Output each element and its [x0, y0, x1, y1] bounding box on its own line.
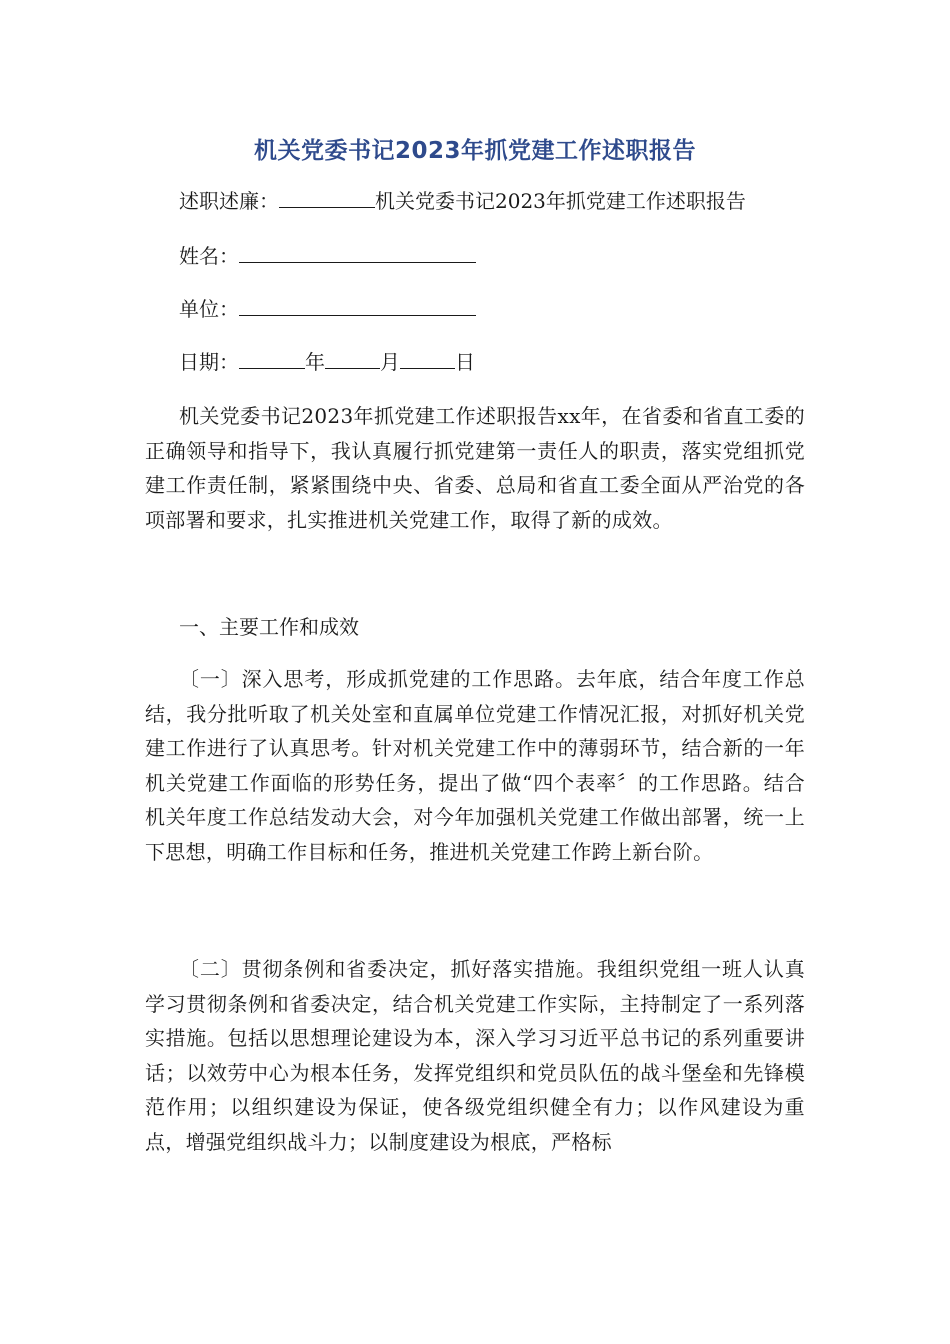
intro-paragraph: 机关党委书记2023年抓党建工作述职报告xx年，在省委和省直工委的正确领导和指导下，我认真履行抓党建第一责任人的职责，落实党组抓党建工作责任制，紧紧围绕中央、省委、总局和省直工委全面从严治党的各项部署和要求，扎实推进机关党建工作，取得了新的成效。 — [145, 404, 805, 532]
section-1-heading: 一、主要工作和成效 — [179, 615, 359, 639]
name-blank — [239, 244, 476, 263]
date-year-label: 年 — [305, 350, 325, 374]
document-title: 机关党委书记2023年抓党建工作述职报告 — [253, 138, 696, 164]
section-1-paragraph-2: 〔二〕贯彻条例和省委决定，抓好落实措施。我组织党组一班人认真学习贯彻条例和省委决定，结合机关党建工作实际，主持制定了一系列落实措施。包括以思想理论建设为本，深入学习习近平总书记的系列重要讲话；以效劳中心为根本任务，发挥党组织和党员队伍的战斗堡垒和先锋模范作用；以组织建设为保证，使各级党组织健全有力；以作风建设为重点，增强党组织战斗力；以制度建设为根底，严格标 — [145, 957, 805, 1154]
date-label: 日期： — [179, 350, 239, 374]
report-type-title: 机关党委书记2023年抓党建工作述职报告 — [375, 189, 746, 213]
report-type-line — [179, 186, 746, 216]
unit-blank — [239, 297, 476, 316]
name-label: 姓名： — [179, 244, 239, 268]
section-1-paragraph-1: 〔一〕深入思考，形成抓党建的工作思路。去年底，结合年度工作总结，我分批听取了机关处室和直属单位党建工作情况汇报，对抓好机关党建工作进行了认真思考。针对机关党建工作中的薄弱环节，结合新的一年机关党建工作面临的形势任务，提出了做“四个表率〞的工作思路。结合机关年度工作总结发动大会，对今年加强机关党建工作做出部署，统一上下思想，明确工作目标和任务，推进机关党建工作跨上新台阶。 — [145, 667, 805, 864]
unit-line — [179, 294, 476, 324]
date-day-label: 日 — [455, 350, 475, 374]
name-line — [179, 241, 476, 271]
date-year-blank — [239, 350, 305, 369]
report-type-blank — [279, 189, 375, 208]
date-day-blank — [400, 350, 455, 369]
unit-label: 单位： — [179, 297, 239, 321]
date-month-blank — [325, 350, 380, 369]
date-line — [179, 347, 475, 377]
report-type-label: 述职述廉： — [179, 189, 279, 213]
date-month-label: 月 — [380, 350, 400, 374]
